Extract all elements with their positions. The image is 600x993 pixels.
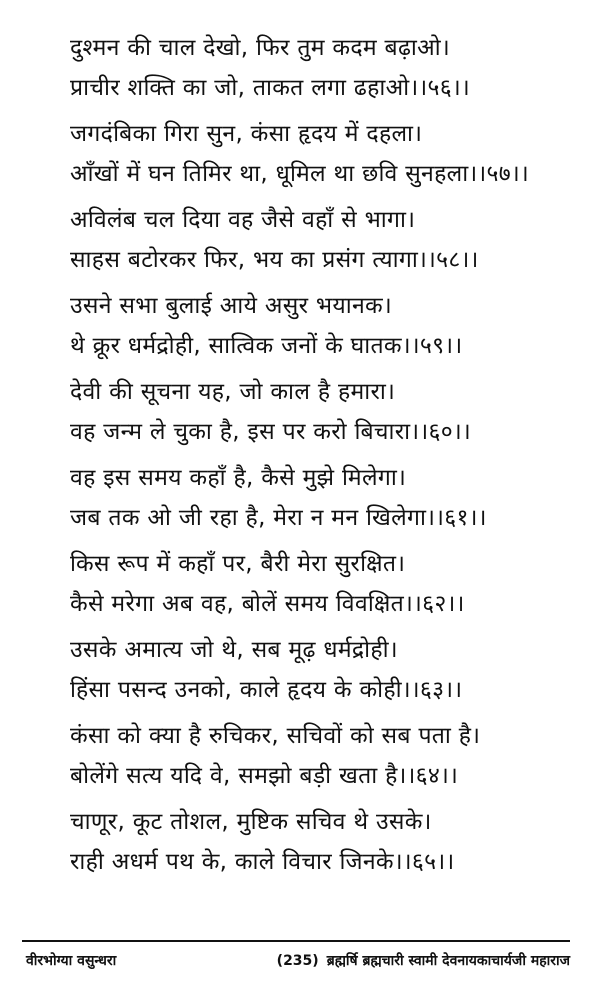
verse-line: उसने सभा बुलाई आये असुर भयानक।: [70, 293, 393, 319]
verse-line: जगदंबिका गिरा सुन, कंसा हृदय में दहला।: [70, 121, 423, 147]
stanza-58: [70, 200, 570, 286]
stanza-64: [70, 716, 570, 802]
stanza-59: [70, 286, 570, 372]
page-footer: [22, 948, 570, 974]
verse-line: हिंसा पसन्द उनको, काले हृदय के कोही।।६३।।: [70, 677, 463, 703]
verse-line: जब तक ओ जी रहा है, मेरा न मन खिलेगा।।६१।।: [70, 505, 487, 531]
verse-line: चाणूर, कूट तोशल, मुष्टिक सचिव थे उसके।: [70, 809, 432, 835]
stanza-63: [70, 630, 570, 716]
stanza-62: [70, 544, 570, 630]
verse-line: कंसा को क्या है रुचिकर, सचिवों को सब पता है।: [70, 723, 481, 749]
verse-line: साहस बटोरकर फिर, भय का प्रसंग त्यागा।।५८।।: [70, 247, 479, 273]
verse-line: वह इस समय कहाँ है, कैसे मुझे मिलेगा।: [70, 465, 407, 491]
verse-line: आँखों में घन तिमिर था, धूमिल था छवि सुनहला।।५७।।: [70, 161, 530, 187]
author-name: ब्रह्मर्षि ब्रह्मचारी स्वामी देवनायकाचार्यजी महाराज: [326, 953, 570, 969]
verse-line: प्राचीर शक्ति का जो, ताकत लगा ढहाओ।।५६।।: [70, 75, 471, 101]
stanza-57: [70, 114, 570, 200]
verse-line: अविलंब चल दिया वह जैसे वहाँ से भागा।: [70, 207, 416, 233]
verse-line: किस रूप में कहाँ पर, बैरी मेरा सुरक्षित।: [70, 551, 406, 577]
footer-right: [277, 948, 570, 974]
stanza-60: [70, 372, 570, 458]
verse-list: [70, 28, 570, 888]
verse-line: दुश्मन की चाल देखो, फिर तुम कदम बढ़ाओ।: [70, 35, 451, 61]
verse-line: बोलेंगे सत्य यदि वे, समझो बड़ी खता है।।६४।।: [70, 763, 459, 789]
verse-line: उसके अमात्य जो थे, सब मूढ़ धर्मद्रोही।: [70, 637, 398, 663]
verse-line: देवी की सूचना यह, जो काल है हमारा।: [70, 379, 396, 405]
verse-line: कैसे मरेगा अब वह, बोलें समय विवक्षित।।६२।।: [70, 591, 465, 617]
verse-line: थे क्रूर धर्मद्रोही, सात्विक जनों के घातक।।५९।।: [70, 333, 463, 359]
verse-line: राही अधर्म पथ के, काले विचार जिनके।।६५।।: [70, 849, 455, 875]
page-number: (235): [276, 953, 319, 969]
footer-divider: [22, 940, 570, 942]
stanza-61: [70, 458, 570, 544]
stanza-56: [70, 28, 570, 114]
stanza-65: [70, 802, 570, 888]
verse-line: वह जन्म ले चुका है, इस पर करो बिचारा।।६०।।: [70, 419, 472, 445]
book-title: वीरभोग्या वसुन्धरा: [26, 953, 117, 969]
